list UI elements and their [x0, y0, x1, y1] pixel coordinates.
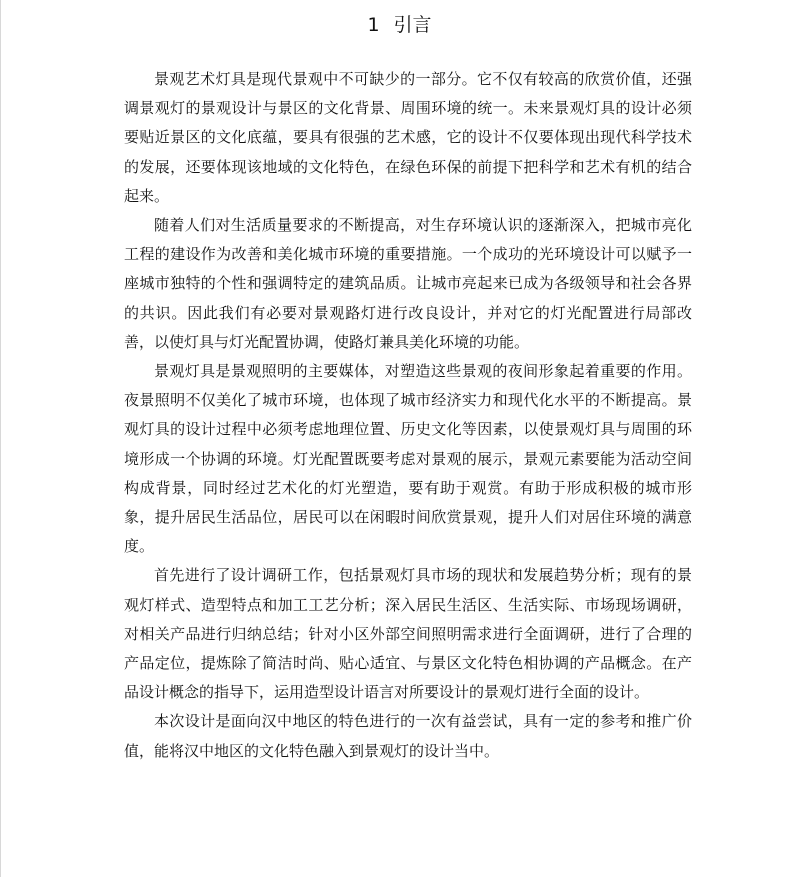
paragraph-3: 景观灯具是景观照明的主要媒体，对塑造这些景观的夜间形象起着重要的作用。夜景照明不仅美化了城市环境，也体现了城市经济实力和现代化水平的不断提高。景观灯具的设计过程中必须考虑地理位置、历史文化等因素，以使景观灯具与周围的环境形成一个协调的环境。灯光配置既要考虑对景观的展示，景观元素要能为活动空间构成背景，同时经过艺术化的灯光塑造，要有助于观赏。有助于形成积极的城市形象，提升居民生活品位，居民可以在闲暇时间欣赏景观，提升人们对居住环境的满意度。 [124, 362, 692, 556]
paragraph-4: 首先进行了设计调研工作，包括景观灯具市场的现状和发展趋势分析；现有的景观灯样式、造型特点和加工工艺分析；深入居民生活区、生活实际、市场现场调研，对相关产品进行归纳总结；针对小区外部空间照明需求进行全面调研，进行了合理的产品定位，提炼除了简洁时尚、贴心适宜、与景区文化特色相协调的产品概念。在产品设计概念的指导下，运用造型设计语言对所要设计的景观灯进行全面的设计。 [124, 566, 692, 702]
paragraph-2: 随着人们对生活质量要求的不断提高，对生存环境认识的逐渐深入，把城市亮化工程的建设作为改善和美化城市环境的重要措施。一个成功的光环境设计可以赋予一座城市独特的个性和强调特定的建筑品质。让城市亮起来已成为各级领导和社会各界的共识。因此我们有必要对景观路灯进行改良设计，并对它的灯光配置进行局部改善，以使灯具与灯光配置协调，使路灯兼具美化环境的功能。 [124, 216, 692, 351]
section-heading [1, 10, 797, 40]
section-number: 1 [367, 14, 380, 36]
section-title: 引言 [393, 14, 432, 36]
paragraph-1: 景观艺术灯具是现代景观中不可缺少的一部分。它不仅有较高的欣赏价值，还强调景观灯的景观设计与景区的文化背景、周围环境的统一。未来景观灯具的设计必须要贴近景区的文化底蕴，要具有很强的艺术感，它的设计不仅要体现出现代科学技术的发展，还要体现该地域的文化特色，在绿色环保的前提下把科学和艺术有机的结合起来。 [124, 70, 692, 205]
paragraph-5: 本次设计是面向汉中地区的特色进行的一次有益尝试，具有一定的参考和推广价值，能将汉中地区的文化特色融入到景观灯的设计当中。 [124, 712, 692, 760]
body-text [124, 65, 692, 766]
